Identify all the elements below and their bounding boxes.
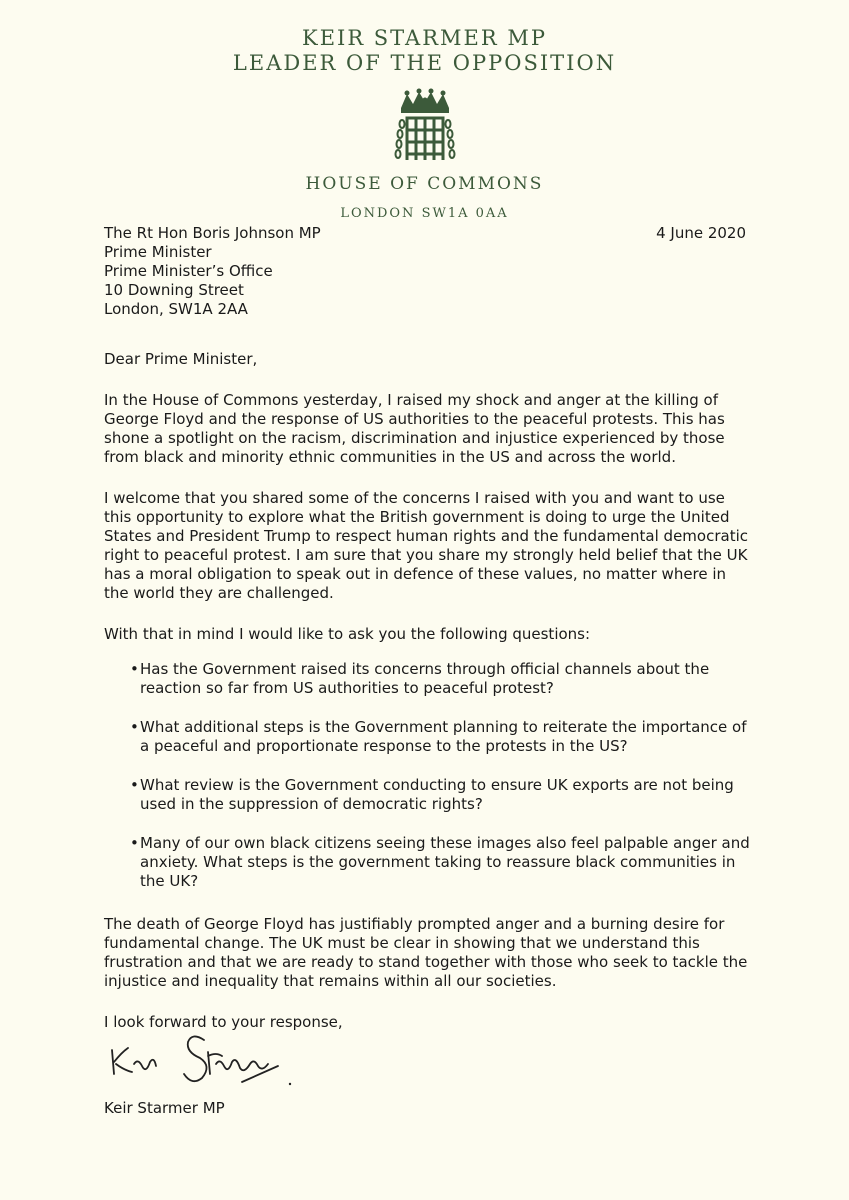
list-item [130,718,754,756]
letter-date: 4 June 2020 [656,224,746,242]
bullet-marker: • [130,834,139,852]
list-item [130,660,754,698]
letterhead [0,26,849,221]
letter-body [104,350,754,1054]
paragraph: With that in mind I would like to ask you the following questions: [104,625,591,643]
letterhead-house: HOUSE OF COMMONS [305,174,544,194]
paragraph: In the House of Commons yesterday, I raised my shock and anger at the killing of George Floyd and the response of US authorities to the peaceful protests. This has shone a spotlight on the racism, discrimination and injustice experienced by those from black and minority ethnic communities in the US and across the world. [104,391,725,466]
list-item [130,834,754,891]
question-list [130,660,754,891]
question-text: Many of our own black citizens seeing these images also feel palpable anger and anxiety. What steps is the government taking to reassure black communities in the UK? [140,834,750,890]
portcullis-icon [393,88,457,168]
recipient-line: London, SW1A 2AA [104,300,248,318]
recipient-line: Prime Minister’s Office [104,262,273,280]
letterhead-name: KEIR STARMER MP [302,26,547,50]
letterhead-title: LEADER OF THE OPPOSITION [232,51,617,75]
list-item [130,776,754,814]
bullet-marker: • [130,660,139,678]
recipient-line: Prime Minister [104,243,212,261]
letterhead-address: LONDON SW1A 0AA [340,206,509,221]
question-text: What additional steps is the Government planning to reiterate the importance of a peaceful and proportionate response to the protests in the US? [140,718,747,755]
question-text: Has the Government raised its concerns through official channels about the reaction so far from US authorities to peaceful protest? [140,660,710,697]
paragraph: I welcome that you shared some of the concerns I raised with you and want to use this opportunity to explore what the British government is doing to urge the United States and President Trump to respect human rights and the fundamental democratic right to peaceful protest. I am sure that you share my strongly held belief that the UK has a moral obligation to speak out in defence of these values, no matter where in the world they are challenged. [104,489,748,602]
recipient-address [104,224,524,319]
bullet-marker: • [130,718,139,736]
question-text: What review is the Government conducting to ensure UK exports are not being used in the suppression of democratic rights? [140,776,734,813]
recipient-line: The Rt Hon Boris Johnson MP [104,224,321,242]
recipient-line: 10 Downing Street [104,281,244,299]
bullet-marker: • [130,776,139,794]
paragraph: The death of George Floyd has justifiably prompted anger and a burning desire for fundamental change. The UK must be clear in showing that we understand this frustration and that we are ready to stand together with those who seek to tackle the injustice and inequality that remains within all our societies. [104,915,748,990]
signatory-name: Keir Starmer MP [104,1099,225,1117]
salutation: Dear Prime Minister, [104,350,258,368]
signature-icon [104,1012,304,1096]
closing-line: I look forward to your response, [104,1013,343,1031]
